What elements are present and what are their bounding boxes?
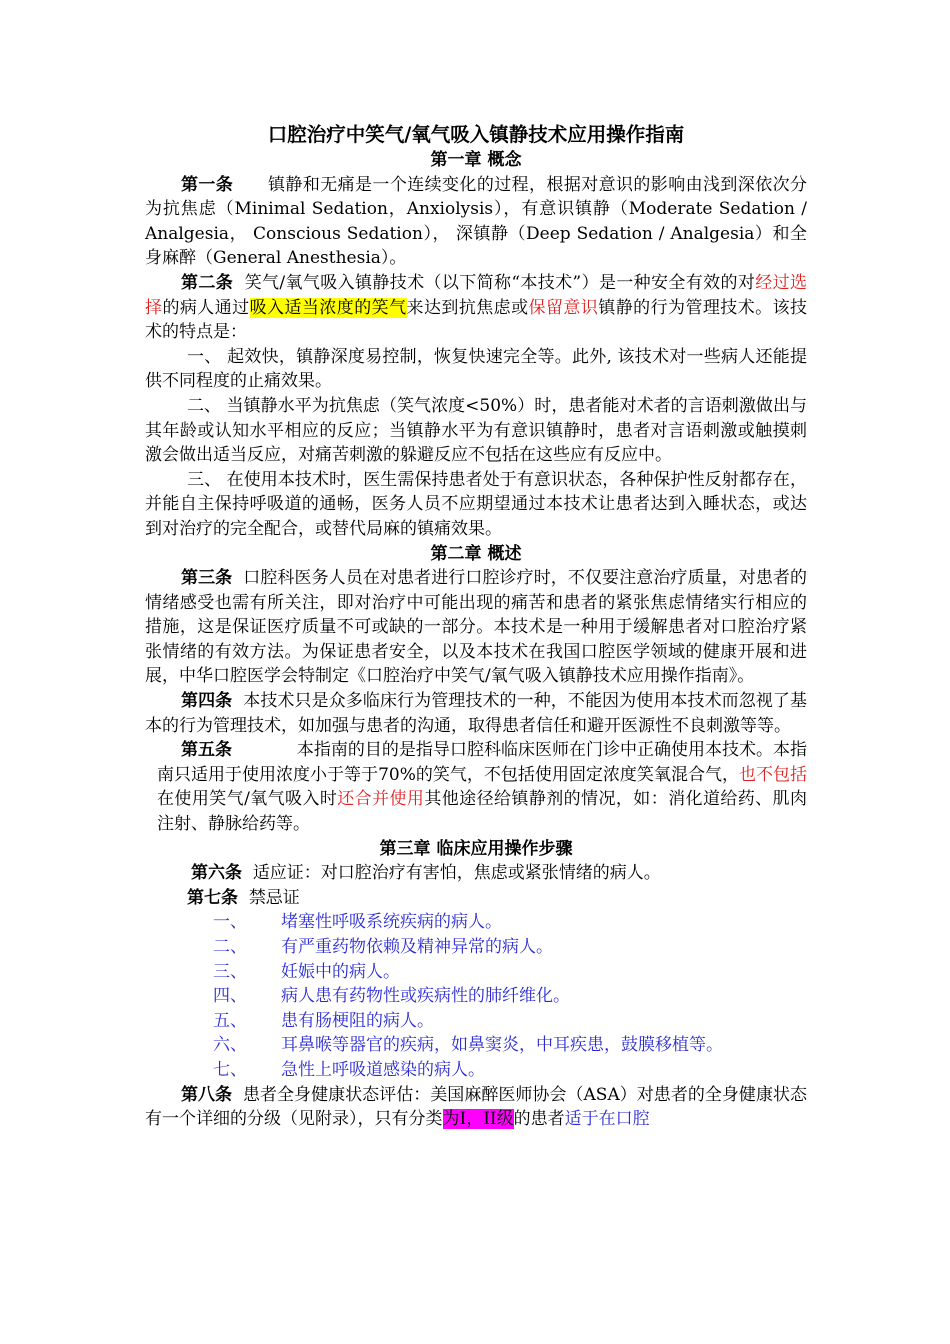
article-3-label: 第三条 [181, 568, 233, 589]
list-item-text: 耳鼻喉等器官的疾病，如鼻窦炎，中耳疾患，鼓膜移植等。 [281, 1035, 723, 1056]
chapter-2-heading: 第二章 概述 [430, 543, 522, 564]
list-item-text: 病人患有药物性或疾病性的肺纤维化。 [281, 986, 570, 1007]
article-2-highlight: 吸入适当浓度的笑气 [249, 297, 407, 318]
article-3-text: 口腔科医务人员在对患者进行口腔诊疗时，不仅要注意治疗质量，对患者的情绪感受也需有所关注，即对治疗中可能出现的痛苦和患者的紧张焦虑情绪实行相应的措施，这是保证医疗质量不可或缺的一部分。本技术是一种用于缓解患者对口腔治疗紧张情绪的有效方法。为保证患者安全，以及本技术在我国口腔医学领域的健康开展和进展，中华口腔医学会特制定《口腔治疗中笑气/氧气吸入镇静技术应用操作指南》。 [145, 568, 808, 687]
list-item [213, 960, 807, 985]
article-8-label: 第八条 [181, 1084, 233, 1105]
list-item-number: 六、 [213, 1035, 247, 1056]
list-item-text: 堵塞性呼吸系统疾病的病人。 [281, 912, 502, 933]
article-2 [145, 271, 807, 345]
list-item-text: 妊娠中的病人。 [281, 961, 400, 982]
article-5-red-text: 也不包括 [738, 764, 808, 785]
article-5-text: 其他途径给镇静剂的情况，如：消化道给药、肌肉注射、静脉给药等。 [157, 789, 808, 835]
feature-2: 二、 当镇静水平为抗焦虑（笑气浓度<50%）时，患者能对术者的言语刺激做出与其年龄或认知水平相应的反应；当镇静水平为有意识镇静时，患者对言语刺激或触摸刺激会做出适当反应，对痛苦刺激的躲避反应不包括在这些应有反应中。 [145, 395, 807, 466]
article-2-text: 的病人通过 [162, 297, 250, 318]
contraindication-list [145, 910, 807, 1082]
list-item [213, 1058, 807, 1083]
article-4-text: 本技术只是众多临床行为管理技术的一种，不能因为使用本技术而忽视了基本的行为管理技术，如加强与患者的沟通，取得患者信任和避开医源性不良刺激等等。 [145, 691, 808, 736]
article-3 [145, 566, 807, 689]
feature-3: 三、 在使用本技术时，医生需保持患者处于有意识状态，各种保护性反射都存在，并能自主保持呼吸道的通畅，医务人员不应期望通过本技术让患者达到入睡状态，或达到对治疗的完全配合，或替代局麻的镇痛效果。 [145, 469, 807, 539]
document-body [145, 122, 807, 1132]
chapter-3-heading: 第三章 临床应用操作步骤 [379, 838, 573, 859]
article-2-red-text: 保留意识 [528, 297, 599, 318]
list-item [213, 935, 807, 960]
article-1 [145, 173, 807, 271]
article-7 [145, 886, 807, 911]
article-2-label: 第二条 [181, 272, 234, 293]
article-2-text: 来达到抗焦虑或 [406, 297, 529, 318]
article-5-text: 本指南的目的是指导口腔科临床医师在门诊中正确使用本技术。本指南只适用于使用浓度小于等于70%的笑气，不包括使用固定浓度笑氧混合气， [157, 740, 807, 785]
article-2-text: 笑气/氧气吸入镇静技术（以下简称“本技术”）是一种安全有效的对 [244, 272, 756, 293]
chapter-1-heading: 第一章 概念 [430, 150, 522, 170]
article-2-text: 镇静的行为管理技术。该技术的特点是： [145, 297, 808, 343]
article-8-text: 的患者 [513, 1109, 565, 1130]
article-1-label: 第一条 [181, 174, 234, 195]
list-item [213, 1009, 807, 1034]
article-1-text: 镇静和无痛是一个连续变化的过程，根据对意识的影响由浅到深依次分为抗焦虑（Minimal Sedation，Anxiolysis），有意识镇静（Moderate Sedation / Analgesia， Conscious Sedation）， 深镇静（Deep Sedation / Analgesia）和全身麻醉（General Anesthesia）。 [145, 174, 808, 269]
list-item-number: 二、 [213, 937, 247, 957]
list-item-text: 患有肠梗阻的病人。 [281, 1010, 434, 1031]
document-title: 口腔治疗中笑气/氧气吸入镇静技术应用操作指南 [267, 123, 685, 146]
list-item-number: 三、 [213, 961, 247, 982]
article-7-text: 禁忌证 [248, 887, 300, 908]
list-item-text: 急性上呼吸道感染的病人。 [281, 1059, 485, 1080]
list-item-number: 七、 [213, 1059, 247, 1080]
article-7-label: 第七条 [187, 887, 238, 908]
article-8-blue-text: 适于在口腔 [564, 1109, 650, 1130]
feature-1: 一、 起效快，镇静深度易控制，恢复快速完全等。此外, 该技术对一些病人还能提供不同程度的止痛效果。 [145, 346, 807, 392]
article-5-red-text: 还合并使用 [337, 789, 425, 810]
list-item [213, 910, 807, 935]
article-8-highlight: 为I，II级 [442, 1109, 514, 1130]
article-4-label: 第四条 [181, 691, 233, 712]
list-item [213, 984, 807, 1009]
article-5-text: 在使用笑气/氧气吸入时 [157, 789, 338, 810]
article-6 [145, 861, 807, 886]
article-6-label: 第六条 [191, 863, 242, 884]
article-8 [145, 1083, 807, 1132]
list-item-number: 一、 [213, 912, 247, 933]
article-6-text: 适应证：对口腔治疗有害怕，焦虑或紧张情绪的病人。 [252, 863, 661, 884]
list-item-text: 有严重药物依赖及精神异常的病人。 [281, 937, 553, 957]
article-4 [145, 689, 807, 738]
article-5 [145, 738, 807, 836]
article-2-red-text: 经过选择 [145, 272, 808, 318]
list-item [213, 1033, 807, 1058]
list-item-number: 五、 [213, 1010, 247, 1031]
list-item-number: 四、 [213, 986, 247, 1007]
article-5-label: 第五条 [181, 740, 233, 761]
article-8-text: 患者全身健康状态评估：美国麻醉医师协会（ASA）对患者的全身健康状态有一个详细的分级（见附录），只有分类 [145, 1084, 808, 1130]
